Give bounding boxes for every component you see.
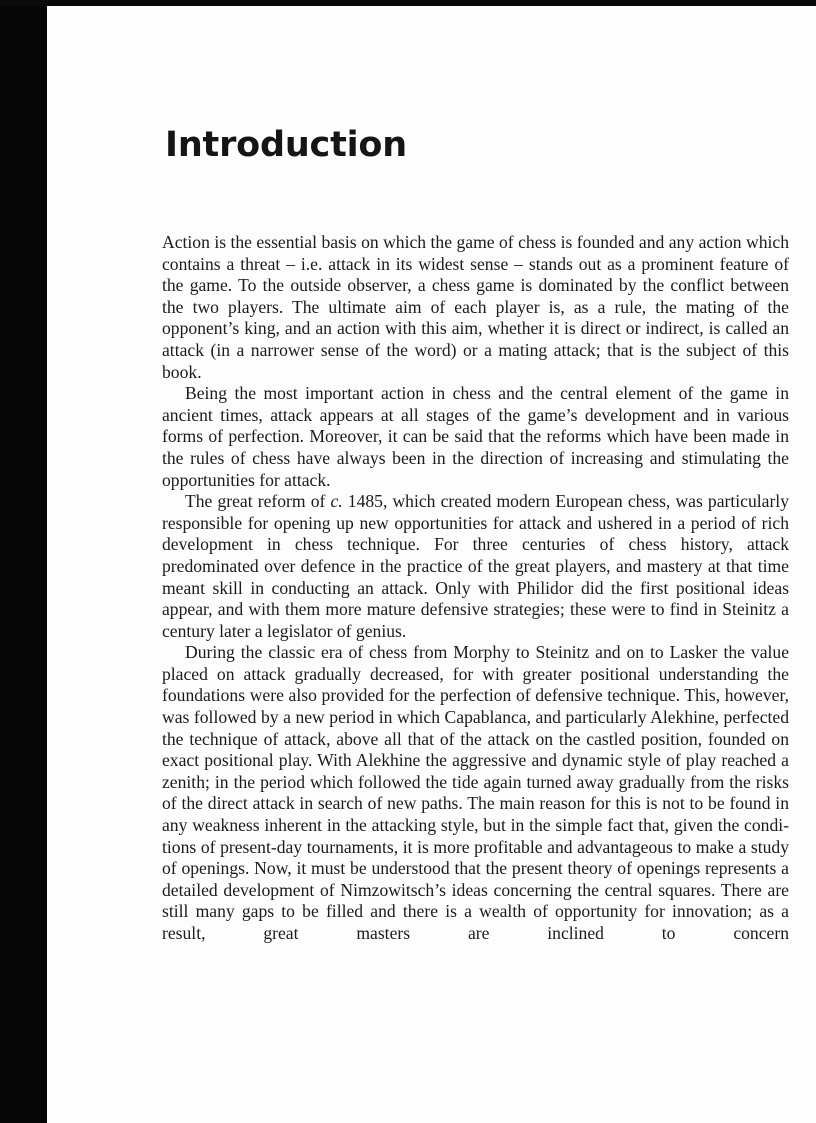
chapter-title: Introduction — [165, 125, 407, 165]
scan-edge-top — [0, 0, 816, 6]
paragraph-3 — [162, 491, 789, 642]
paragraph-2: Being the most important action in chess and the central element of the game in ancient times, attack appears at all stages of the game’s development and in various forms of perfection. Moreover, it can be said that the reforms which have been made in the rules of chess have always been in the direction of increasing and stimulating the opportunities for attack. — [162, 383, 789, 490]
body-text — [162, 232, 789, 945]
paragraph-1: Action is the essential basis on which the game of chess is founded and any action which contains a threat – i.e. attack in its widest sense – stands out as a prominent feature of the game. To the outside observer, a chess game is dominated by the conflict between the two players. The ultimate aim of each player is, as a rule, the mating of the opponent’s king, and an action with this aim, whether it is direct or indirect, is called an attack (in a narrower sense of the word) or a mating attack; that is the subject of this book. — [162, 232, 789, 382]
scan-edge-left — [0, 0, 47, 1123]
paragraph-4: During the classic era of chess from Morphy to Steinitz and on to Lasker the value placed on attack gradually decreased, for with greater positional understanding the foundations were also provided for the perfection of defensive technique. This, however, was followed by a new period in which Capablanca, and particularly Alekhine, perfected the technique of attack, above all that of the attack on the castled position, founded on exact positional play. With Alekhine the aggressive and dynamic style of play reached a zenith; in the period which followed the tide again turned away gradually from the risks of the direct attack in search of new paths. The main reason for this is not to be found in any weakness inherent in the attacking style, but in the simple fact that, given the conditions of present-day tournaments, it is more profitable and advantageous to make a study of openings. Now, it must be understood that the present theory of openings represents a detailed development of Nimzowitsch’s ideas concerning the central squares. There are still many gaps to be filled and there is a wealth of opportunity for innovation; as a result, great masters are inclined to concern — [162, 642, 789, 943]
paragraph-3-rest: 1485, which created modern European chess, was particularly responsible for opening up new opportunities for attack and ushered in a period of rich development in chess technique. For three centuries of chess history, attack predominated over defence in the practice of the great players, and mastery at that time meant skill in conducting an attack. Only with Philidor did the first positional ideas appear, and with them more mature defensive strategies; these were to find in Steinitz a century later a legislator of genius. — [162, 491, 789, 641]
paragraph-3-lead: The great reform of — [185, 491, 331, 512]
circa-abbreviation: c. — [330, 491, 343, 512]
